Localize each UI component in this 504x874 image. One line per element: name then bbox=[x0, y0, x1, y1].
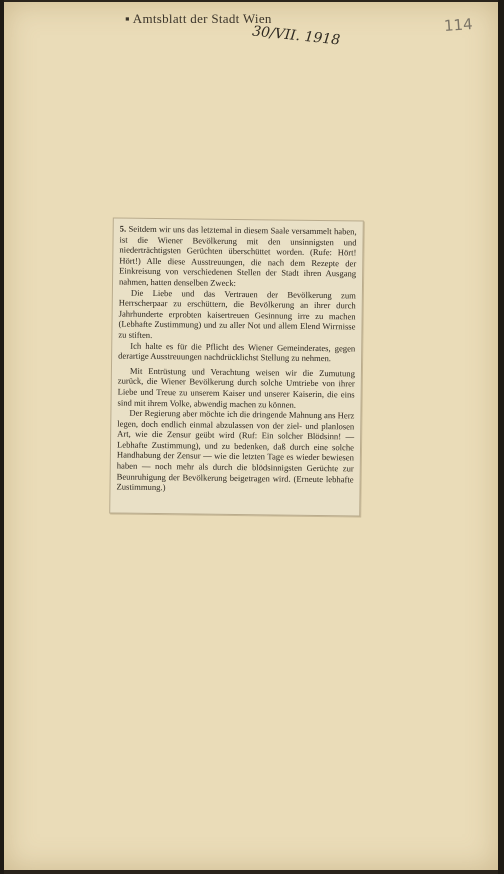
clipping-paragraph-3: Ich halte es für die Pflicht des Wiener Gemeinderates, gegen derartige Ausstreuungen nachdrücklichst Stellung zu nehmen. bbox=[118, 340, 356, 364]
page-number: 114 bbox=[443, 15, 474, 35]
bullet-mark: ▪ bbox=[125, 11, 130, 26]
document-page bbox=[4, 2, 498, 870]
clipping-paragraph-5: Der Regierung aber möchte ich die dringende Mahnung ans Herz legen, doch endlich einmal abzulassen von der ziel- und planlosen Art, wie die Zensur geübt wird (Ruf: Ein solcher Blödsinn! — Lebhafte Zustimmung), und zu bedenken, daß durch eine solche Handhabung der Zensur — wie die letzten Tage es wieder bewiesen haben — noch mehr als durch die blödsinnigsten Gerüchte zur Beunruhigung der Bevölkerung beigetragen wird. (Erneute lebhafte Zustimmung.) bbox=[116, 407, 355, 493]
source-header bbox=[125, 11, 272, 27]
clipping-paragraph-1 bbox=[119, 224, 357, 290]
paragraph-text: Seitdem wir uns das letztemal in diesem Saale versammelt haben, ist die Wiener Bevölkerung mit den unsinnigsten und niederträchtigsten Gerüchten überschüttet worden. (Rufe: Hört! Hört!) Alle diese Ausstreuungen, die nach dem Rezepte der Einkreisung von verschiedenen Stellen der Stadt ihren Ausgang nahmen, hatten denselben Zweck: bbox=[118, 223, 357, 288]
clipping-paragraph-2: Die Liebe und das Vertrauen der Bevölkerung zum Herrscherpaar zu erschüttern, die Bevölkerung an ihrer durch Jahrhunderte erprobten kaisertreuen Gesinnung irre zu machen (Lebhafte Zustimmung) und zu aller Not und allem Elend Wirrnisse zu stiften. bbox=[118, 287, 356, 340]
handwritten-date: 30/VII. 1918 bbox=[251, 23, 341, 49]
clipping-paragraph-4: Mit Entrüstung und Verachtung weisen wir die Zumutung zurück, die Wiener Bevölkerung durch solche Umtriebe von ihrer Liebe und Treue zu unserem Kaiser und unserer Kaiserin, die eins sind mit ihrem Volke, abwendig machen zu können. bbox=[117, 365, 355, 410]
source-title: Amtsblatt der Stadt Wien bbox=[132, 11, 272, 26]
newspaper-clipping bbox=[109, 217, 364, 516]
scan-edge-right bbox=[498, 0, 504, 874]
item-number: 5. bbox=[119, 223, 127, 234]
